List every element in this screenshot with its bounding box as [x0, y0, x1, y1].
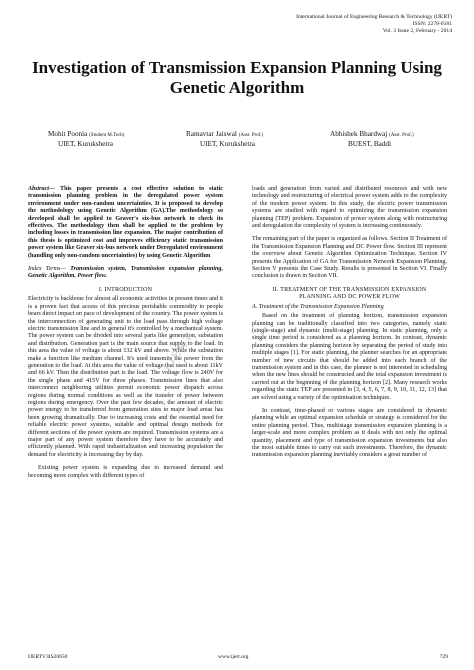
intro-paragraph-2: Existing power system is expanding due to increased demand and becoming more complex with different types of	[28, 465, 223, 479]
index-terms-label: Index Terms—	[28, 266, 66, 273]
author-role: (Asst. Prof.)	[389, 133, 414, 138]
journal-volume: Vol. 3 Issue 2, February - 2014	[382, 28, 452, 35]
right-paragraph-3: Based on the treatment of planning horizon, transmission expansion planning can be traditionally classified into two categories, namely static (single-stage) and dynamic (multi-stage) planning. In static planning, only a single time period is considered as a planning horizon. In contrast, dynamic planning considers the planning horizon by separating the period of study into multiple stages [1]. For static planning, the planner searches for an appropriate number of new circuits that should be added into each branch of the transmission system and in this case, the planner is not interested in scheduling when the new lines should be constructed and the total expansion investment is carried out at the beginning of the planning horizon [2]. Many research works regarding the static TEP are presented in [3, 4, 5, 6, 7, 8, 9, 10, 11, 12, 13] that are solved using a variety of the optimisation techniques.	[252, 313, 447, 401]
right-paragraph-2: The remaining part of the paper is organized as follows. Section II Treatment of the Transmission Expansion Planning and DC Power flow. Section III represent the overview about Genetic Algorithm Optimization Technique. Section IV presents the Application of GA for Transmission Network Expansion Planning. Section V presents the Case Study. Results is presented in Section VI. Finally conclusion is drawn in Section VII.	[252, 236, 447, 280]
watermark: IJERT	[160, 328, 197, 374]
footer-page-number: 729	[439, 654, 448, 660]
journal-name: International Journal of Engineering Research & Technology (IJERT)	[296, 14, 452, 20]
author-affiliation: UIET, Kurukshetra	[200, 140, 255, 148]
paper-title: Investigation of Transmission Expansion Planning Using Genetic Algorithm	[32, 58, 442, 97]
index-terms	[28, 266, 223, 281]
subsection-heading-a: A. Treatment of the Transmission Expansion Planning	[252, 303, 384, 310]
author-role: (Student M.Tech)	[89, 133, 125, 138]
author-2	[186, 130, 263, 149]
abstract	[28, 186, 223, 260]
abstract-text: This paper presents a cost effective solution to static transmission planning problem in the deregulated power system environment under non-random uncertainties. It is proposed to develop the methodology using Genetic Algorithm (GA).The methodology so developed shall be applied to Graver's six-bus network to check its effectives. The methodology then shall be applied to the problem by including losses in transmission line expansion. The major contribution of this thesis is optimized cost and improves efficiency static transmission power system like Graver six-bus network under Deregulated environment (handling only non-random uncertainties) by using Genetic Algorithm	[28, 186, 223, 259]
section-heading-2-line2: PLANNING AND DC POWER FLOW	[299, 294, 400, 301]
author-affiliation: UIET, Kurukshetra	[58, 140, 113, 148]
journal-header	[192, 14, 452, 36]
author-affiliation: BUEST, Baddi	[348, 140, 391, 148]
footer-url[interactable]: www.ijert.org	[218, 654, 249, 660]
author-3	[330, 130, 414, 149]
right-paragraph-4: In contrast, time-phased or various stages are considered in dynamic planning while an optimal expansion schedule or strategy is considered for the entire planning period. Thus, multistage transmission expansion planning is a larger-scale and more complex problem as it deals with not only the optimal quantity, placement and type of transmission expansion investments but also the most suitable times to carry out such investments. Therefore, the dynamic transmission expansion planning inevitably considers a great number of	[252, 407, 447, 459]
section-heading-2-line1: II. TREATMENT OF THE TRANSMISSION EXPANSION	[272, 286, 427, 293]
author-role: (Asst. Prof.)	[238, 133, 264, 138]
section-heading-introduction: I. INTRODUCTION	[98, 286, 153, 293]
author-name: Ramavtar Jaiswal	[186, 130, 237, 138]
right-paragraph-1: loads and generation from varied and distributed resources and with new technology and restructuring of electrical power system adds to the complexity of the modern power system. In this study, the electric power transmission systems are studied with regard to optimizing the transmission expansion planning (TEP) problem. Expansion of power system along with restructuring and deregulation the complexity of system is increasing continuously.	[252, 186, 447, 230]
author-name: Abhishek Bhardwaj	[330, 130, 388, 138]
journal-issn: ISSN: 2278-0181	[412, 21, 452, 28]
right-column	[252, 186, 447, 466]
section-heading-2	[252, 287, 447, 302]
author-1	[48, 130, 124, 149]
author-name: Mohit Poonia	[48, 130, 88, 138]
footer-id: IJERTV3IS20650	[28, 654, 68, 660]
index-terms-text: Transmission system, Transmission expansion planning, Genetic Algorithm, Power flow.	[28, 266, 223, 280]
intro-paragraph-1: Electricity is backbone for almost all economic activities in present times and it is a proven fact that access of this precious perishable commodity to people bears direct impact on pace of development of the country. The power system is the interconnection of generating unit to the load pass through high voltage electric transmission line and in general it's controlled by a mechanical system. The power system can be divided into several parts like generation, substation and distribution. Generation part is the main source that supply to the load. In this area the value of voltage is about 132 kV and above. While the substation make a function like medium channel. It's used transmits the power from the generation to the load. At this area the value of voltage that used is about 11kV and 66 kV. Then the distribution part is the load. The voltage flow is 240V for the single phase and 415V for three phases. Transmission lines that also interconnect neighboring utilities permit economic power dispatch across regions during normal conditions as well as the transfer of power between regions during emergency. Over the past few decades, the amount of electric power energy to be transferred from generation sites to major load areas has been growing dramatically. Due to increasing costs and the essential need for reliable electric power systems, suitable and optimal design methods for different sections of the power system are required. Transmission systems are a major part of any power system therefore they have to be accurately and efficiently planned. With rapid industrialization and increasing population the demand for electricity is increasing day by day.	[28, 296, 223, 458]
abstract-label: Abstract—	[28, 186, 56, 192]
